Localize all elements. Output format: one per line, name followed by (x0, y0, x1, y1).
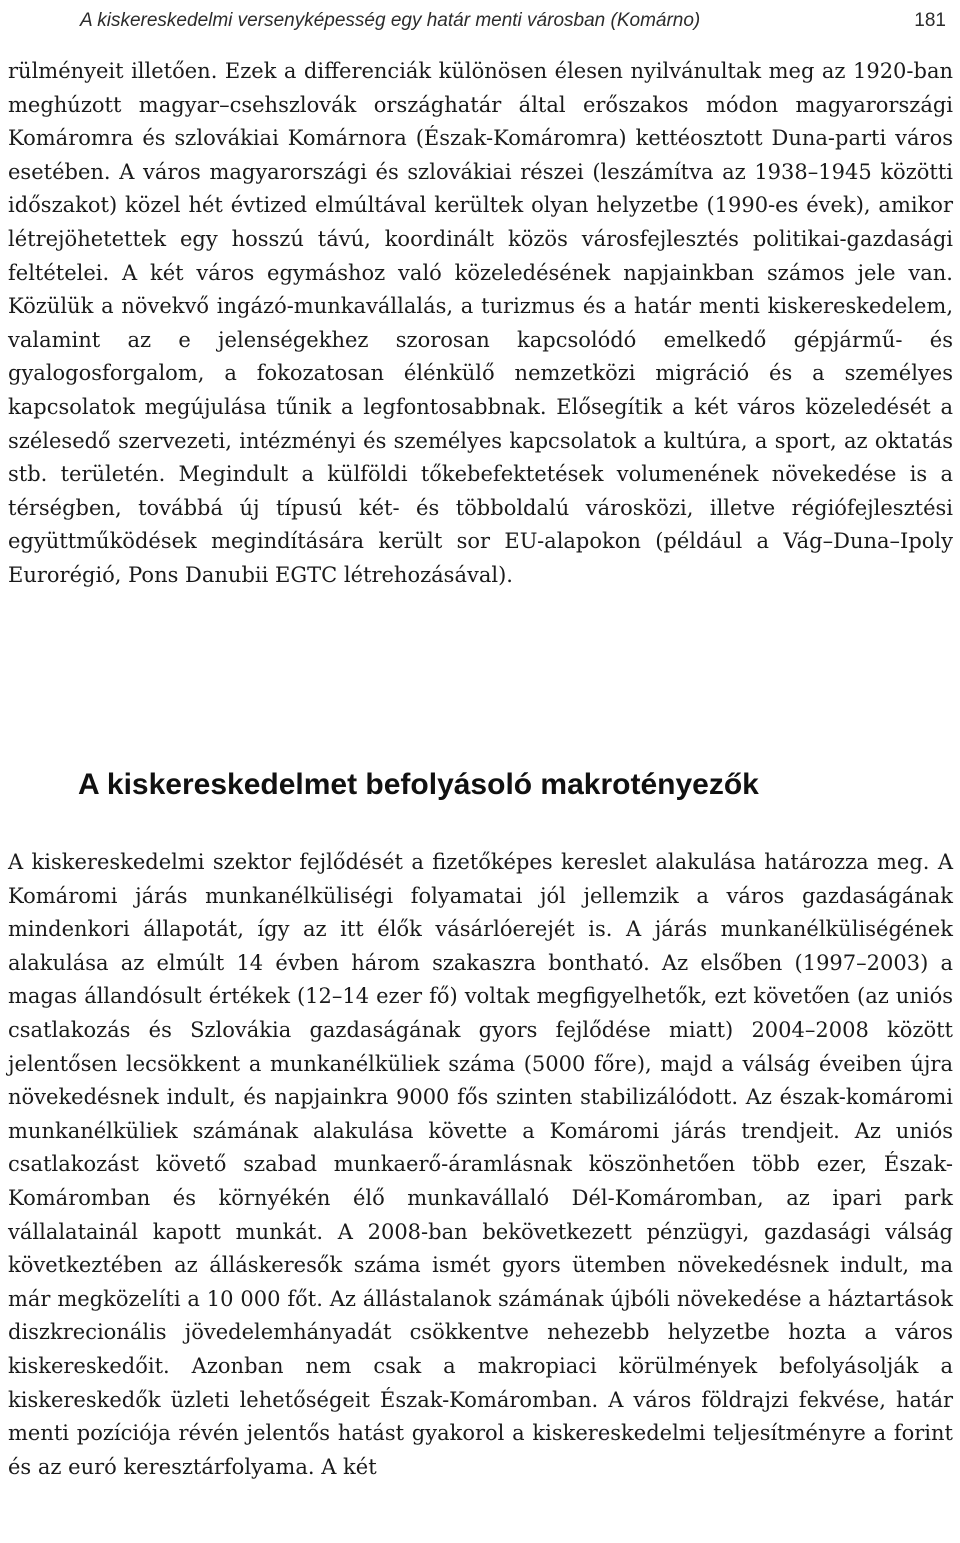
page-number: 181 (914, 10, 946, 31)
running-header (80, 6, 946, 36)
body-paragraph-2: A kiskereskedelmi szektor fejlődését a fizetőképes kereslet alakulása határozza meg. A Komáromi járás munkanélküliségi folyamatai jól jellemzik a város gazdaságának mindenkori állapotát, így az itt élők vásárlóerejét is. A járás munkanélküliségének alakulása az elmúlt 14 évben három szakaszra bontható. Az elsőben (1997–2003) a magas állandósult értékek (12–14 ezer fő) voltak megfigyelhetők, ezt követően (az uniós csatlakozás és Szlovákia gazdaságának gyors fejlődése miatt) 2004–2008 között jelentősen lecsökkent a munkanélküliek száma (5000 főre), majd a válság éveiben újra növekedésnek indult, és napjainkra 9000 fős szinten stabilizálódott. Az észak-komáromi munkanélküliek számának alakulása követte a Komáromi járás trendjeit. Az uniós csatlakozást követő szabad munkaerő-áramlásnak köszönhetően több ezer, Észak-Komáromban és környékén élő munkavállaló Dél-Komáromban, az ipari park vállalatainál kapott munkát. A 2008-ban bekövetkezett pénzügyi, gazdasági válság következtében az álláskeresők száma ismét gyors ütemben növekedésnek indult, ma már megközelíti a 10 000 főt. Az állástalanok számának újbóli növekedése a háztartások diszkrecionális jövedelemhányadát csökkentve nehezebb helyzetbe hozta a város kiskereskedőit. Azonban nem csak a makropiaci körülmények befolyásolják a kiskereskedők üzleti lehetőségeit Észak-Komáromban. A város földrajzi fekvése, határ menti pozíciója révén jelentős hatást gyakorol a kiskereskedelmi teljesítményre a forint és az euró keresztárfolyama. A két (8, 850, 953, 1479)
section-heading: A kiskereskedelmet befolyásoló makrotényezők (78, 768, 759, 801)
body-paragraph-1: rülményeit illetően. Ezek a differenciák különösen élesen nyilvánultak meg az 1920-ban meghúzott magyar–csehszlovák országhatár által erőszakos módon magyarországi Komáromra és szlovákiai Komárnora (Észak-Komáromra) kettéosztott Duna-parti város esetében. A város magyarországi és szlovákiai részei (leszámítva az 1938–1945 közötti időszakot) közel hét évtized elmúltával kerültek olyan helyzetbe (1990-es évek), amikor létrejöhetettek egy hosszú távú, koordinált közös városfejlesztés politikai-gazdasági feltételei. A két város egymáshoz való közeledésének napjainkban számos jele van. Közülük a növekvő ingázó-munkavállalás, a turizmus és a határ menti kiskereskedelem, valamint az e jelenségekhez szorosan kapcsolódó emelkedő gépjármű- és gyalogosforgalom, a fokozatosan élénkülő nemzetközi migráció és a személyes kapcsolatok megújulása tűnik a legfontosabbnak. Elősegítik a két város közeledését a szélesedő szervezeti, intézményi és személyes kapcsolatok a kultúra, a sport, az oktatás stb. területén. Megindult a külföldi tőkebefektetések volumenének növekedése is a térségben, továbbá új típusú két- és többoldalú városközi, illetve régiófejlesztési együttműködések megindítására került sor EU-alapokon (például a Vág–Duna–Ipoly Eurorégió, Pons Danubii EGTC létrehozásával). (8, 59, 953, 587)
running-header-title: A kiskereskedelmi versenyképesség egy határ menti városban (Komárno) (80, 10, 701, 31)
